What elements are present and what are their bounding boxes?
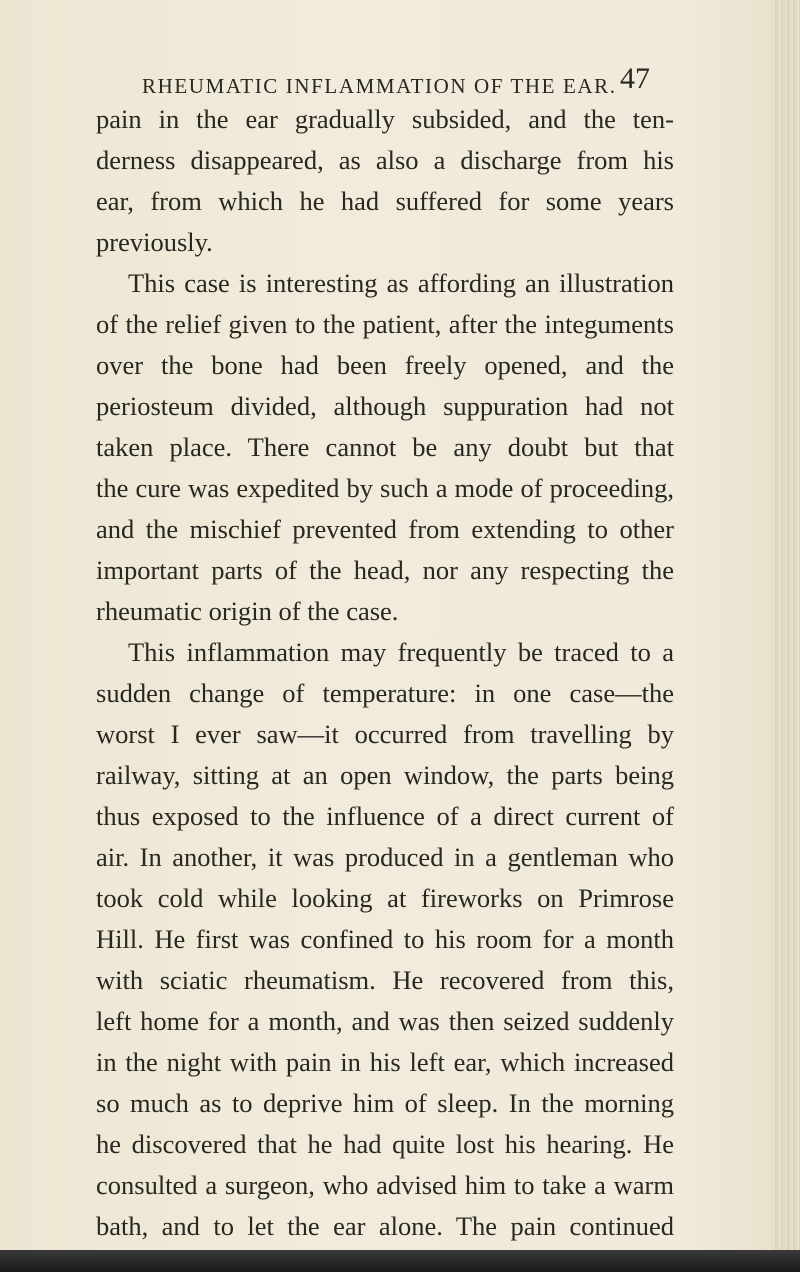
body-text [96,99,674,1247]
text-line: sudden change of temperature: in one case—the [96,678,674,708]
text-line: railway, sitting at an open window, the parts being [96,760,674,790]
text-line: rheumatic origin of the case. [96,596,399,626]
text-line: periosteum divided, although suppuration had not [96,391,674,421]
page-gutter-edge [772,0,800,1272]
text-line: of the relief given to the patient, after the integuments [96,309,674,339]
page-header [142,60,662,100]
running-head: RHEUMATIC INFLAMMATION OF THE EAR. [142,74,617,98]
text-line: took cold while looking at fireworks on Primrose [96,883,674,913]
text-line: so much as to deprive him of sleep. In the morning [96,1088,674,1118]
page-bottom-edge [0,1250,800,1272]
text-line: thus exposed to the influence of a direct current of [96,801,674,831]
text-line: air. In another, it was produced in a gentleman who [96,842,674,872]
text-line: he discovered that he had quite lost his hearing. He [96,1129,674,1159]
text-line: Hill. He first was confined to his room for a month [96,924,674,954]
text-line: bath, and to let the ear alone. The pain continued [96,1211,674,1241]
text-line: in the night with pain in his left ear, which increased [96,1047,674,1077]
text-line: left home for a month, and was then seized suddenly [96,1006,674,1036]
text-line: derness disappeared, as also a discharge from his [96,145,674,175]
text-line: This inflammation may frequently be traced to a [128,637,674,667]
text-line: worst I ever saw—it occurred from travelling by [96,719,674,749]
text-line: the cure was expedited by such a mode of proceeding, [96,473,674,503]
text-line: taken place. There cannot be any doubt but that [96,432,674,462]
text-line: previously. [96,227,213,257]
text-line: This case is interesting as affording an illustration [128,268,674,298]
text-line: over the bone had been freely opened, and the [96,350,674,380]
text-line: with sciatic rheumatism. He recovered from this, [96,965,674,995]
text-line: and the mischief prevented from extending to other [96,514,674,544]
text-line: pain in the ear gradually subsided, and the ten- [96,104,674,134]
text-line: ear, from which he had suffered for some years [96,186,674,216]
text-line: consulted a surgeon, who advised him to take a warm [96,1170,674,1200]
page-number: 47 [620,62,650,95]
text-line: important parts of the head, nor any respecting the [96,555,674,585]
